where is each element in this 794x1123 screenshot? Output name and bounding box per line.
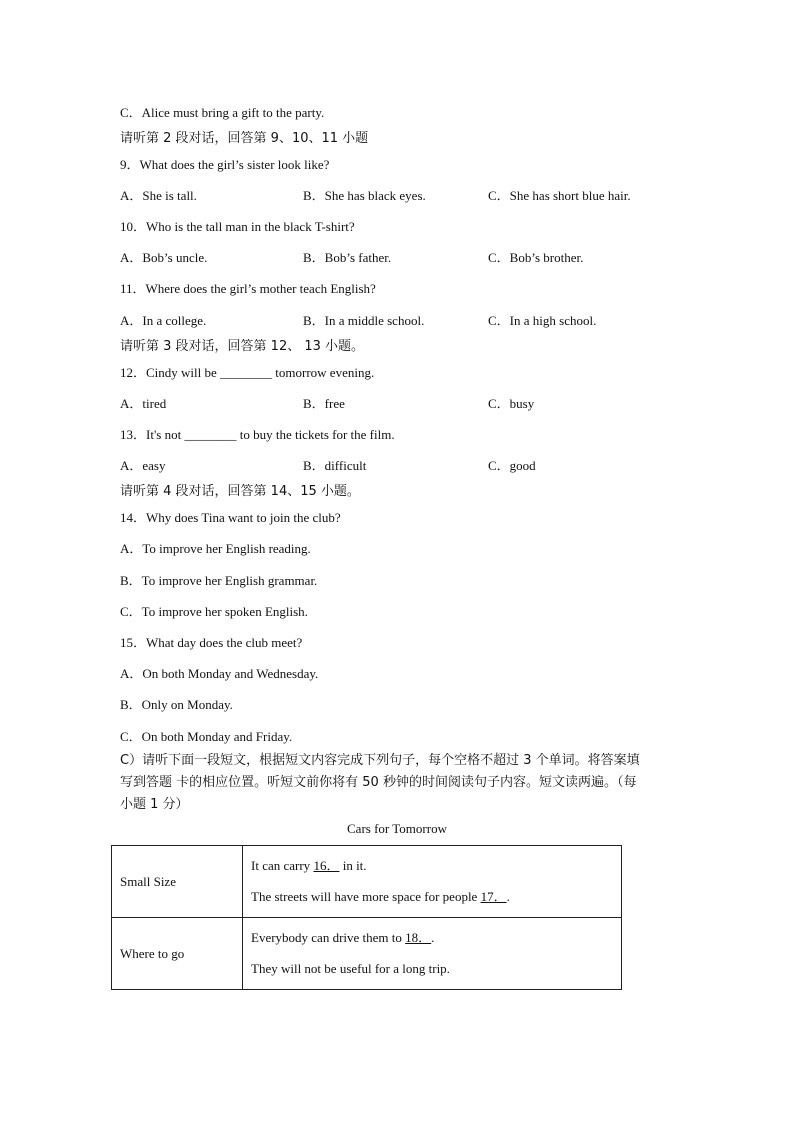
question-10: 10．Who is the tall man in the black T-shirt? <box>120 219 355 234</box>
section-c-line1: C）请听下面一段短文，根据短文内容完成下列句子，每个空格不超过 3 个单词。将答案填 <box>120 753 640 768</box>
sentence-16-pre: It can carry <box>251 858 314 873</box>
row-content-where-to-go <box>243 918 622 990</box>
sentence-16 <box>251 858 621 874</box>
option-14a: A．To improve her English reading. <box>120 541 311 556</box>
question-13-text-post: to buy the tickets for the film. <box>236 427 395 442</box>
blank-18: 18． <box>405 930 432 945</box>
question-12-text-post: tomorrow evening. <box>272 365 375 380</box>
sentence-17-pre: The streets will have more space for people <box>251 889 481 904</box>
blank-17: 17． <box>480 889 507 904</box>
option-11c: C．In a high school. <box>488 313 597 328</box>
sentence-long-trip: They will not be useful for a long trip. <box>251 961 450 976</box>
option-9b: B．She has black eyes. <box>303 188 426 203</box>
table-row <box>112 846 622 918</box>
table-title: Cars for Tomorrow <box>347 821 447 836</box>
section3-heading: 请听第 3 段对话，回答第 12、 13 小题。 <box>120 339 365 354</box>
option-10b: B．Bob’s father. <box>303 250 392 265</box>
sentence-18-post: . <box>431 930 435 945</box>
question-15: 15．What day does the club meet? <box>120 635 303 650</box>
cars-table <box>111 845 622 990</box>
row-content-small-size <box>243 846 622 918</box>
blank-16: 16． <box>313 858 340 873</box>
option-9c: C．She has short blue hair. <box>488 188 631 203</box>
option-12c: C．busy <box>488 396 535 411</box>
question-13-text-pre: 13．It's not <box>120 427 185 442</box>
section4-heading: 请听第 4 段对话，回答第 14、15 小题。 <box>120 484 360 499</box>
option-11b: B．In a middle school. <box>303 313 425 328</box>
sentence-17 <box>251 889 621 905</box>
option-15b: B．Only on Monday. <box>120 697 233 712</box>
option-15a: A．On both Monday and Wednesday. <box>120 666 319 681</box>
question-13-blank: ________ <box>184 427 237 442</box>
section-c-line2: 写到答题 卡的相应位置。听短文前你将有 50 秒钟的时间阅读句子内容。短文读两遍。（每 <box>120 775 637 790</box>
sentence-18 <box>251 930 621 946</box>
section2-heading: 请听第 2 段对话，回答第 9、10、11 小题 <box>120 131 369 146</box>
sentence-18-pre: Everybody can drive them to <box>251 930 406 945</box>
question-11: 11．Where does the girl’s mother teach English? <box>120 281 376 296</box>
option-14b: B．To improve her English grammar. <box>120 573 318 588</box>
table-row <box>112 918 622 990</box>
option-15c: C．On both Monday and Friday. <box>120 729 293 744</box>
row-label-small-size: Small Size <box>112 846 243 918</box>
option-13b: B．difficult <box>303 458 367 473</box>
option-12a: A．tired <box>120 396 167 411</box>
sentence-16-post: in it. <box>339 858 367 873</box>
section-c-line3: 小题 1 分） <box>120 797 189 812</box>
option-10a: A．Bob’s uncle. <box>120 250 208 265</box>
question-13 <box>120 427 395 443</box>
question-12-text-pre: 12．Cindy will be <box>120 365 221 380</box>
option-13c: C．good <box>488 458 536 473</box>
question-12 <box>120 365 374 381</box>
option-12b: B．free <box>303 396 345 411</box>
line-c-alice: C．Alice must bring a gift to the party. <box>120 105 325 120</box>
option-10c: C．Bob’s brother. <box>488 250 584 265</box>
option-9a: A．She is tall. <box>120 188 197 203</box>
question-12-blank: ________ <box>220 365 273 380</box>
option-13a: A．easy <box>120 458 166 473</box>
row-label-where-to-go: Where to go <box>112 918 243 990</box>
question-9: 9．What does the girl’s sister look like? <box>120 157 330 172</box>
option-11a: A．In a college. <box>120 313 207 328</box>
question-14: 14．Why does Tina want to join the club? <box>120 510 341 525</box>
sentence-17-post: . <box>506 889 510 904</box>
option-14c: C．To improve her spoken English. <box>120 604 308 619</box>
section-c-instructions <box>120 750 680 816</box>
